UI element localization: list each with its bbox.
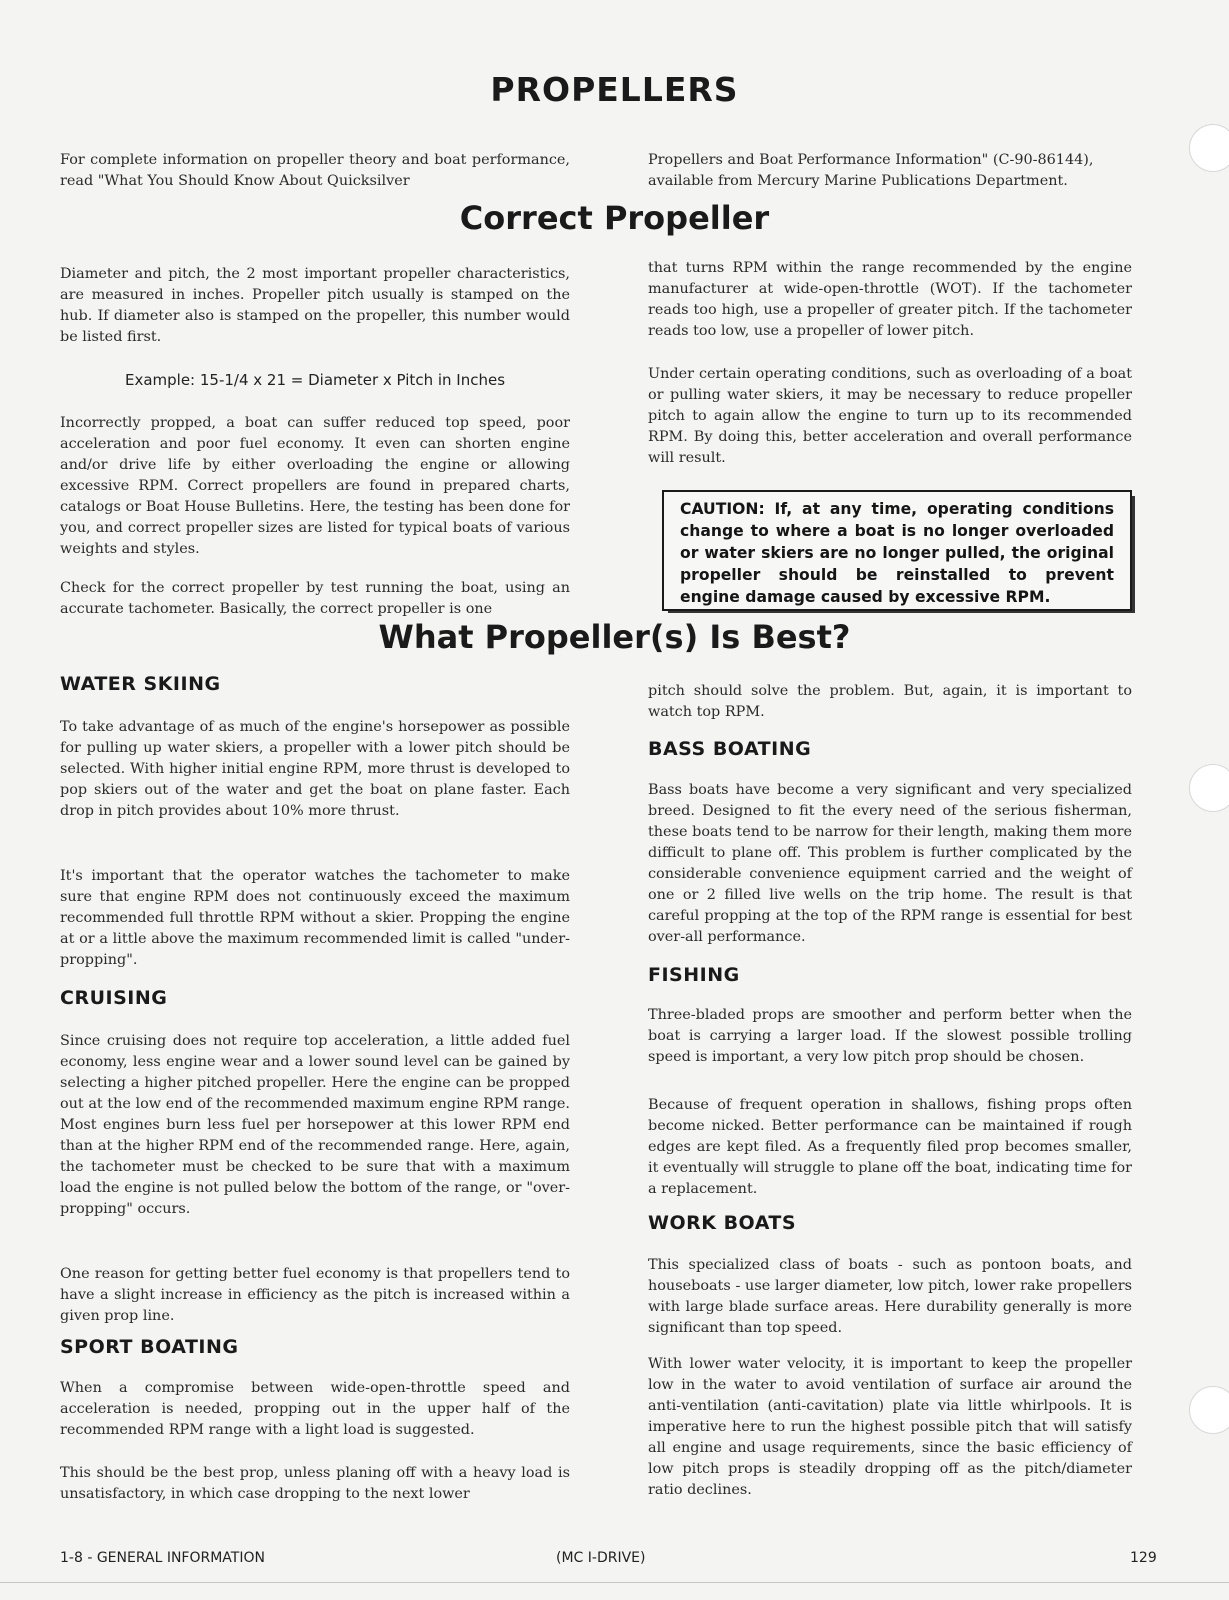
punch-hole <box>1189 764 1229 812</box>
footer-model: (MC I-DRIVE) <box>556 1550 646 1566</box>
correct-propeller-heading: Correct Propeller <box>459 199 770 237</box>
fishing-heading: FISHING <box>648 964 740 986</box>
correct-propeller-p4: that turns RPM within the range recommended by the engine manufacturer at wide-open-throttle (WOT). If the tachometer reads too high, use a propeller of greater pitch. If the tachometer reads too low, use a propeller of lower pitch. <box>648 260 1132 339</box>
intro-right: Propellers and Boat Performance Information" (C-90-86144), available from Mercury Marine Publications Department. <box>648 152 1094 189</box>
best-propeller-heading: What Propeller(s) Is Best? <box>378 618 851 656</box>
water-skiing-p1: To take advantage of as much of the engine's horsepower as possible for pulling up water skiers, a propeller with a lower pitch should be selected. With higher initial engine RPM, more thrust is developed to pop skiers out of the water and get the boat on plane faster. Each drop in pitch provides about 10% more thrust. <box>60 719 570 819</box>
fishing-p1: Three-bladed props are smoother and perform better when the boat is carrying a larger load. If the slowest possible trolling speed is important, a very low pitch prop should be chosen. <box>648 1007 1132 1065</box>
caution-shadow <box>1132 496 1135 613</box>
punch-hole <box>1189 1386 1229 1434</box>
sport-boating-heading: SPORT BOATING <box>60 1336 239 1358</box>
punch-hole <box>1189 124 1229 172</box>
bass-boating-heading: BASS BOATING <box>648 738 812 760</box>
caution-shadow <box>668 611 1135 613</box>
water-skiing-p2: It's important that the operator watches the tachometer to make sure that engine RPM does not continuously exceed the maximum recommended full throttle RPM without a skier. Propping the engine at or a little above the maximum recommended limit is called "under-propping". <box>60 868 570 968</box>
sport-boating-p2: This should be the best prop, unless planing off with a heavy load is unsatisfactory, in which case dropping to the next lower <box>60 1465 570 1502</box>
page-title: PROPELLERS <box>490 70 739 109</box>
work-boats-heading: WORK BOATS <box>648 1212 797 1234</box>
cruising-p2: One reason for getting better fuel economy is that propellers tend to have a slight increase in efficiency as the pitch is increased within a given prop line. <box>60 1266 570 1324</box>
correct-propeller-p3: Check for the correct propeller by test running the boat, using an accurate tachometer. Basically, the correct propeller is one <box>60 580 570 617</box>
work-boats-p1: This specialized class of boats - such as pontoon boats, and houseboats - use larger diameter, low pitch, lower rake propellers with large blade surface areas. Here durability generally is more significant than top speed. <box>648 1257 1132 1336</box>
intro-left: For complete information on propeller theory and boat performance, read "What You Should Know About Quicksilver <box>60 152 570 189</box>
page-number: 129 <box>1130 1550 1157 1566</box>
caution-box: CAUTION: If, at any time, operating conditions change to where a boat is no longer overloaded or water skiers are no longer pulled, the original propeller should be reinstalled to prevent engine damage caused by excessive RPM. <box>662 490 1132 611</box>
bass-boating-p1: Bass boats have become a very significant and very specialized breed. Designed to fit the every need of the serious fisherman, these boats tend to be narrow for their length, making them more difficult to plane off. This problem is further complicated by the considerable convenience equipment carried and the weight of one or 2 filled live wells on the trip home. The result is that careful propping at the top of the RPM range is essential for best over-all performance. <box>648 782 1132 945</box>
correct-propeller-p5: Under certain operating conditions, such as overloading of a boat or pulling water skiers, it may be necessary to reduce propeller pitch to again allow the engine to turn up to its recommended RPM. By doing this, better acceleration and overall performance will result. <box>648 366 1132 466</box>
bottom-rule <box>0 1582 1229 1583</box>
example-formula: Example: 15-1/4 x 21 = Diameter x Pitch in Inches <box>124 371 506 389</box>
fishing-p2: Because of frequent operation in shallows, fishing props often become nicked. Better performance can be maintained if rough edges are kept filed. As a frequently filed prop becomes smaller, it eventually will struggle to plane off the boat, indicating time for a replacement. <box>648 1097 1132 1197</box>
work-boats-p2: With lower water velocity, it is important to keep the propeller low in the water to avoid ventilation of surface air around the anti-ventilation (anti-cavitation) plate via little whirlpools. It is imperative here to run the highest possible pitch that will satisfy all engine and usage requirements, since the basic efficiency of low pitch props is steadily dropping off as the pitch/diameter ratio declines. <box>648 1356 1132 1498</box>
sport-boating-p3: pitch should solve the problem. But, again, it is important to watch top RPM. <box>648 683 1132 720</box>
water-skiing-heading: WATER SKIING <box>60 673 221 695</box>
correct-propeller-p1: Diameter and pitch, the 2 most important propeller characteristics, are measured in inches. Propeller pitch usually is stamped on the hub. If diameter also is stamped on the propeller, this number would be listed first. <box>60 266 570 345</box>
sport-boating-p1: When a compromise between wide-open-throttle speed and acceleration is needed, propping out in the upper half of the recommended RPM range with a light load is suggested. <box>60 1380 570 1438</box>
cruising-heading: CRUISING <box>60 987 168 1009</box>
cruising-p1: Since cruising does not require top acceleration, a little added fuel economy, less engine wear and a lower sound level can be gained by selecting a higher pitched propeller. Here the engine can be propped out at the low end of the recommended maximum engine RPM range. Most engines burn less fuel per horsepower at this lower RPM end than at the higher RPM end of the recommended range. Here, again, the tachometer must be checked to be sure that with a maximum load the engine is not pulled below the bottom of the range, or "over-propping" occurs. <box>60 1033 570 1217</box>
correct-propeller-p2: Incorrectly propped, a boat can suffer reduced top speed, poor acceleration and poor fuel economy. It even can shorten engine and/or drive life by either overloading the engine or allowing excessive RPM. Correct propellers are found in prepared charts, catalogs or Boat House Bulletins. Here, the testing has been done for you, and correct propeller sizes are listed for typical boats of various weights and styles. <box>60 415 570 557</box>
footer-section: 1-8 - GENERAL INFORMATION <box>60 1550 265 1566</box>
